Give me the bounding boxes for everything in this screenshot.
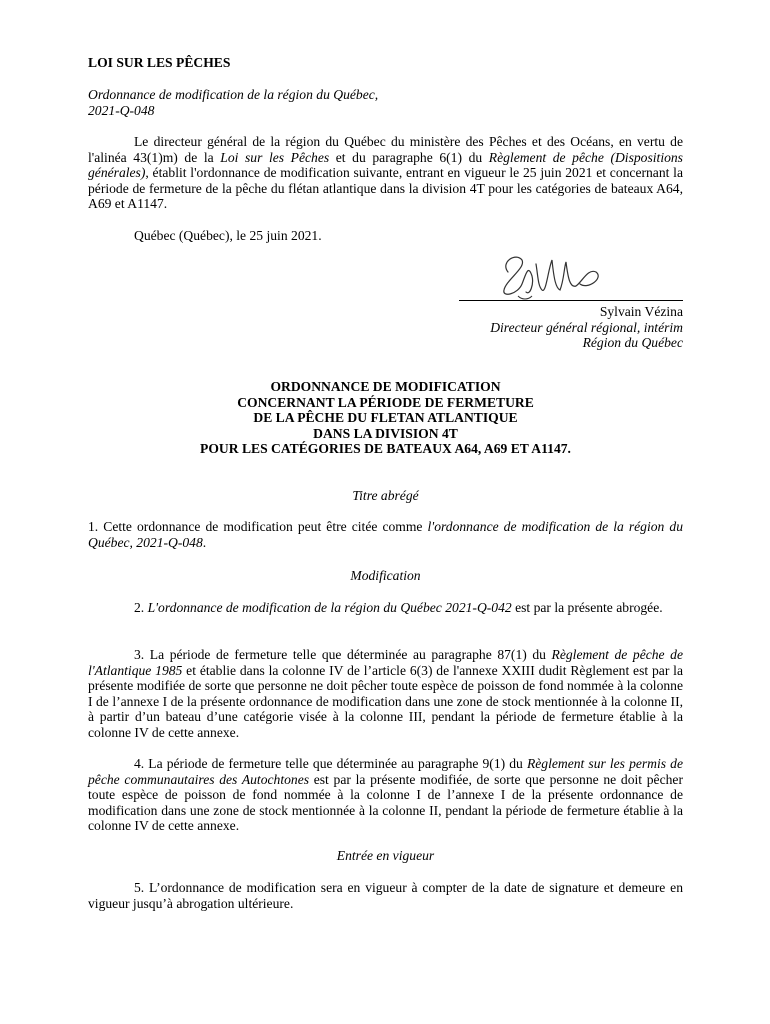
section-4 [88, 756, 683, 834]
ordinance-reference-line2: 2021-Q-048 [88, 102, 155, 118]
section-3 [88, 647, 683, 741]
section-3-text-2: et établie dans la colonne IV de l’article 6(3) de l'annexe XXIII dudit Règlement est par la présente modifiée de sorte que personne ne doit pêcher toute espèce de poisson de fond nommée à la colonne I de l’annexe I de la présente ordonnance de modification dans une zone de stock mentionnée à la colonne II, à partir d’un bateau d’une catégorie visée à la colonne III, pendant la période de fermeture établie à la colonne IV de cette annexe. [88, 662, 683, 740]
section-2-citation: L'ordonnance de modification de la région du Québec 2021-Q-042 [147, 600, 512, 615]
intro-text-1: Le directeur général de la région du Québec du ministère des Pêches et des Océans, en vertu de l'alinéa 43(1)m) de la [88, 134, 683, 165]
law-title: LOI SUR LES PÊCHES [88, 55, 231, 70]
act-name: Loi sur les Pêches [220, 149, 330, 165]
entry-into-force-heading: Entrée en vigueur [336, 848, 435, 863]
section-1-end: . [202, 534, 207, 550]
short-title-heading: Titre abrégé [352, 488, 419, 503]
ordinance-reference [88, 87, 488, 118]
ordinance-reference-line1: Ordonnance de modification de la région du Québec, [88, 87, 379, 102]
place-date: Québec (Québec), le 25 juin 2021. [134, 228, 322, 243]
modification-heading: Modification [350, 568, 421, 583]
intro-text-3: , établit l'ordonnance de modification suivante, entrant en vigueur le 25 juin 2021 et concernant la période de fermeture de la pêche du flétan atlantique dans la division 4T pour les catégories de bateaux A64, A69 et A1147. [88, 165, 683, 212]
section-3-text-1: 3. La période de fermeture telle que déterminée au paragraphe 87(1) du [134, 647, 552, 662]
section-5 [88, 880, 683, 911]
section-2-text: est par la présente abrogée. [511, 600, 663, 615]
section-1 [88, 519, 683, 550]
handwritten-signature [492, 250, 612, 302]
intro-text-2: et du paragraphe 6(1) du [329, 149, 489, 165]
heading-line-1: ORDONNANCE DE MODIFICATION [270, 379, 501, 394]
section-5-text: 5. L’ordonnance de modification sera en vigueur à compter de la date de signature et demeure en vigueur jusqu’à abrogation ultérieure. [88, 880, 683, 911]
signatory-region: Région du Québec [582, 335, 683, 351]
section-4-regulation: Règlement sur les permis de pêche communautaires des Autochtones [88, 756, 683, 787]
section-3-regulation: Règlement de pêche de l'Atlantique 1985 [88, 647, 684, 678]
heading-line-4: DANS LA DIVISION 4T [313, 425, 458, 441]
signatory-name: Sylvain Vézina [599, 304, 683, 319]
section-2 [88, 600, 683, 616]
signature-block [400, 304, 683, 351]
ordinance-heading [88, 379, 683, 457]
signatory-title: Directeur général régional, intérim [490, 319, 683, 335]
signature-line [459, 300, 683, 301]
heading-line-3: DE LA PÊCHE DU FLETAN ATLANTIQUE [253, 410, 518, 426]
section-1-citation: l'ordonnance de modification de la région du Québec, 2021-Q-048 [88, 519, 683, 550]
section-1-text: 1. Cette ordonnance de modification peut être citée comme [88, 519, 428, 534]
section-4-text-1: 4. La période de fermeture telle que déterminée au paragraphe 9(1) du [134, 756, 527, 771]
section-4-text-2: est par la présente modifiée, de sorte que personne ne doit pêcher toute espèce de poisson de fond nommée à la colonne I de l’annexe I de la présente ordonnance de modification dans une zone de stock mentionnée à la colonne II, pendant la période de fermeture établie à la colonne IV de cette annexe. [88, 771, 683, 834]
intro-paragraph [88, 134, 683, 212]
heading-line-2: CONCERNANT LA PÉRIODE DE FERMETURE [237, 394, 534, 410]
heading-line-5: POUR LES CATÉGORIES DE BATEAUX A64, A69 ET A1147. [200, 441, 571, 457]
section-2-number: 2. [134, 600, 148, 615]
regulation-name: Règlement de pêche (Dispositions générales) [88, 149, 683, 181]
